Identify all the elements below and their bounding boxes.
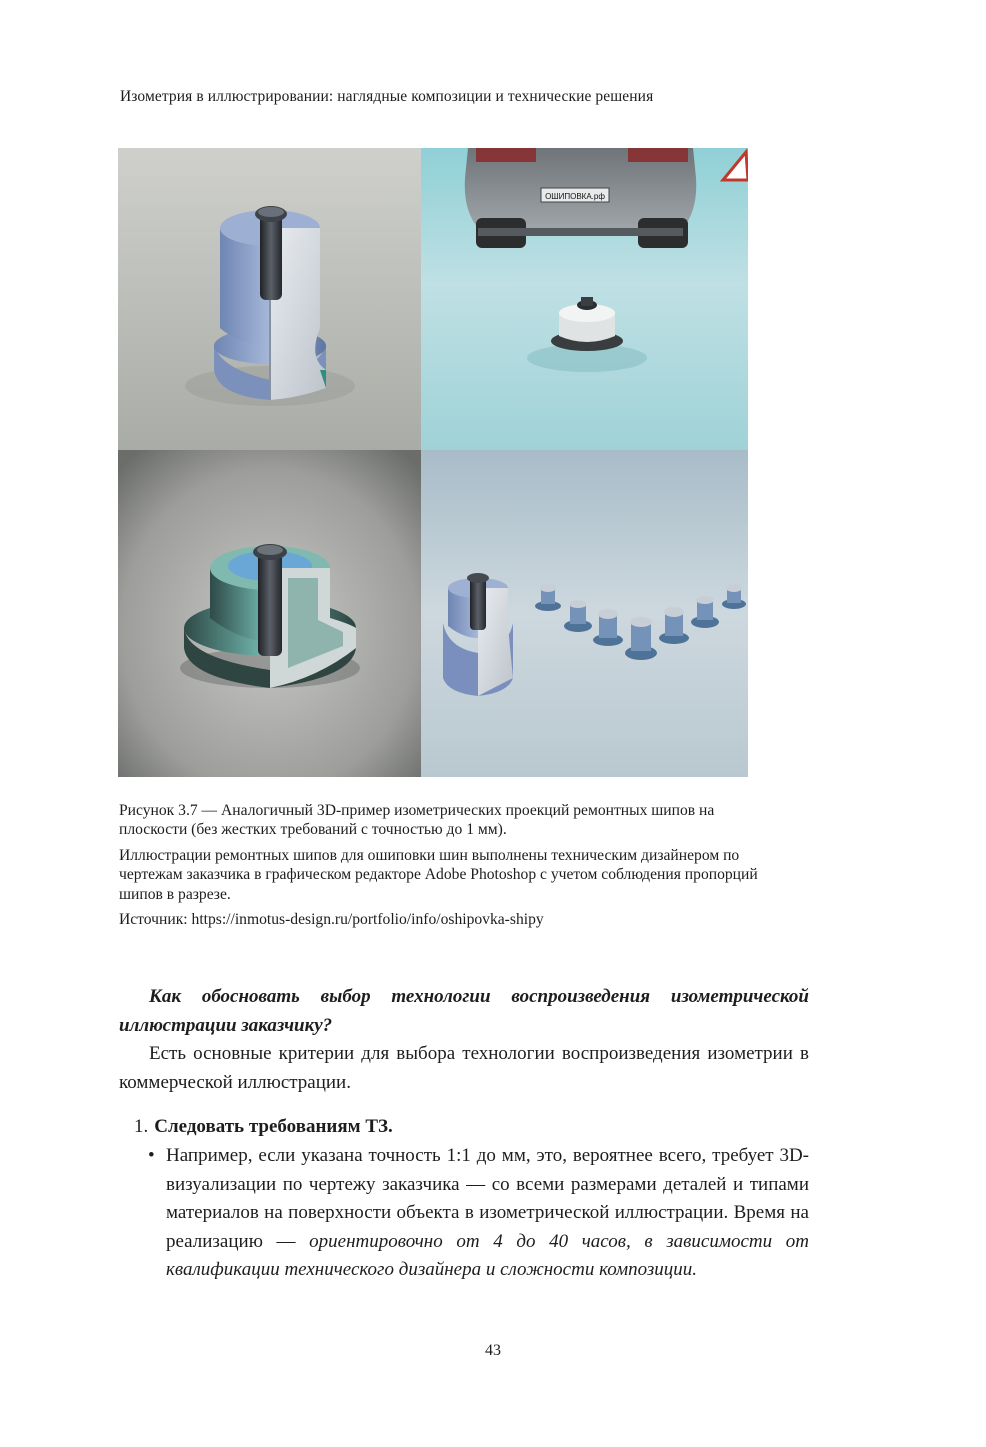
caption-source: Источник: https://inmotus-design.ru/portfolio/info/oshipovka-shipy (119, 911, 544, 929)
bullet-text-plain: Например, если указана точность 1:1 до мм, это, вероятнее всего, требует 3D-визуализации по чертежу заказчика — со всеми размерами деталей и типами материалов на поверхности объекта в изометрической иллюстрации. Время на реализацию — (166, 1145, 809, 1252)
body-text (119, 983, 809, 1097)
running-head: Изометрия в иллюстрировании: наглядные композиции и технические решения (120, 88, 654, 105)
panel-stud-on-ice-car (421, 148, 748, 450)
figure-caption (119, 801, 779, 935)
list-item-heading (134, 1113, 393, 1142)
page-number: 43 (485, 1342, 501, 1359)
bullet-item (148, 1142, 809, 1285)
bullet-text-italic: ориентировочно от 4 до 40 часов, в зависимости от квалификации технического дизайнера и сложности композиции. (166, 1230, 809, 1281)
license-plate-text: ОШИПОВКА.рф (545, 192, 605, 201)
intro-paragraph: Есть основные критерии для выбора технологии воспроизведения изометрии в коммерческой иллюстрации. (119, 1043, 809, 1093)
list-number: 1. (134, 1116, 149, 1137)
bullet-marker: • (148, 1145, 155, 1166)
panel-studs-row-on-ice (421, 450, 748, 777)
panel-stud-cutaway-teal (118, 450, 421, 777)
caption-description: Иллюстрации ремонтных шипов для ошиповки шин выполнены техническим дизайнером по чертежам заказчика в графическом редакторе Adobe Photoshop с учетом соблюдения пропорций шипов в разрезе. (119, 846, 758, 903)
panel-stud-cutaway-blue (118, 148, 421, 450)
figure-3-7 (118, 148, 748, 777)
list-heading-text: Следовать требованиям ТЗ. (154, 1116, 393, 1137)
caption-title: Рисунок 3.7 — Аналогичный 3D-пример изометрических проекций ремонтных шипов на плоскости (без жестких требований с точностью до 1 мм). (119, 802, 715, 839)
section-question: Как обосновать выбор технологии воспроизведения изометрической иллюстрации заказчику? (119, 986, 809, 1036)
bullet-text (166, 1142, 809, 1285)
